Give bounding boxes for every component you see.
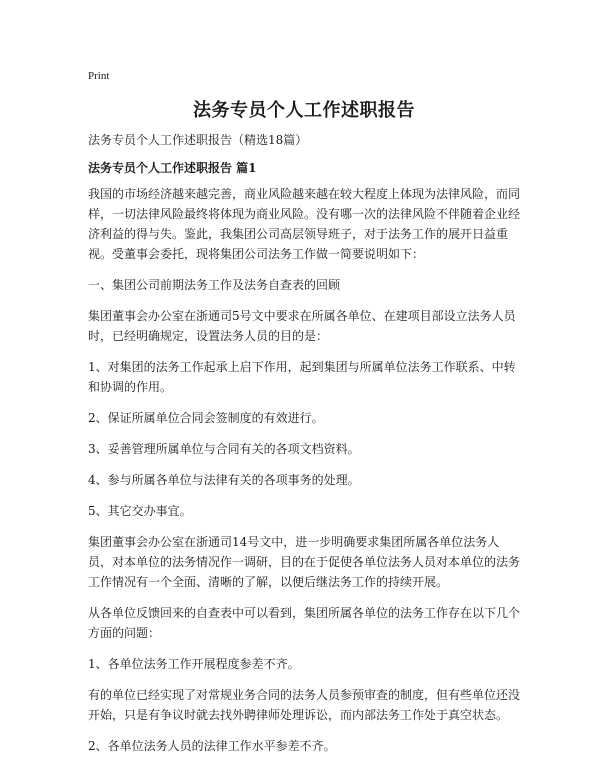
print-label: Print — [88, 70, 110, 82]
body-paragraph: 3、妥善管理所属单位与合同有关的各项文档资料。 — [88, 442, 360, 456]
body-paragraph: 1、对集团的法务工作起承上启下作用，起到集团与所属单位法务工作联系、中转和协调的作用。 — [88, 360, 516, 394]
body-paragraph: 2、各单位法务人员的法律工作水平参差不齐。 — [88, 739, 336, 753]
body-paragraph: 集团董事会办公室在浙通司5号文中要求在所属各单位、在建项目部设立法务人员时，已经明确规定，设置法务人员的目的是： — [88, 309, 516, 343]
document-subtitle: 法务专员个人工作述职报告（精选18篇） — [88, 133, 308, 147]
body-paragraph: 1、各单位法务工作开展程度参差不齐。 — [88, 657, 300, 671]
document-body — [88, 184, 520, 767]
body-paragraph: 从各单位反馈回来的自查表中可以看到，集团所属各单位的法务工作存在以下几个方面的问题： — [88, 606, 521, 640]
body-paragraph: 我国的市场经济越来越完善，商业风险越来越在较大程度上体现为法律风险，而同样，一切法律风险最终将体现为商业风险。没有哪一次的法律风险不伴随着企业经济利益的得与失。鉴此，我集团公司高层领导班子，对于法务工作的展开日益重视。受董事会委托，现将集团公司法务工作做一简要说明如下： — [88, 187, 521, 261]
body-paragraph: 一、集团公司前期法务工作及法务自查表的回顾 — [88, 278, 341, 292]
section-heading: 法务专员个人工作述职报告 篇1 — [88, 161, 257, 175]
body-paragraph: 4、参与所属各单位与法律有关的各项事务的处理。 — [88, 473, 360, 487]
document-title: 法务专员个人工作述职报告 — [193, 100, 415, 121]
body-paragraph: 有的单位已经实现了对常规业务合同的法务人员参预审查的制度，但有些单位还没开始，只是有争议时就去找外聘律师处理诉讼，而内部法务工作处于真空状态。 — [88, 688, 521, 722]
body-paragraph: 5、其它交办事宜。 — [88, 504, 192, 518]
body-paragraph: 集团董事会办公室在浙通司14号文中，进一步明确要求集团所属各单位法务人员，对本单位的法务情况作一调研，目的在于促使各单位法务人员对本单位的法务工作情况有一个全面、清晰的了解，以便后继法务工作的持续开展。 — [88, 535, 521, 589]
body-paragraph: 2、保证所属单位合同会签制度的有效进行。 — [88, 411, 324, 425]
